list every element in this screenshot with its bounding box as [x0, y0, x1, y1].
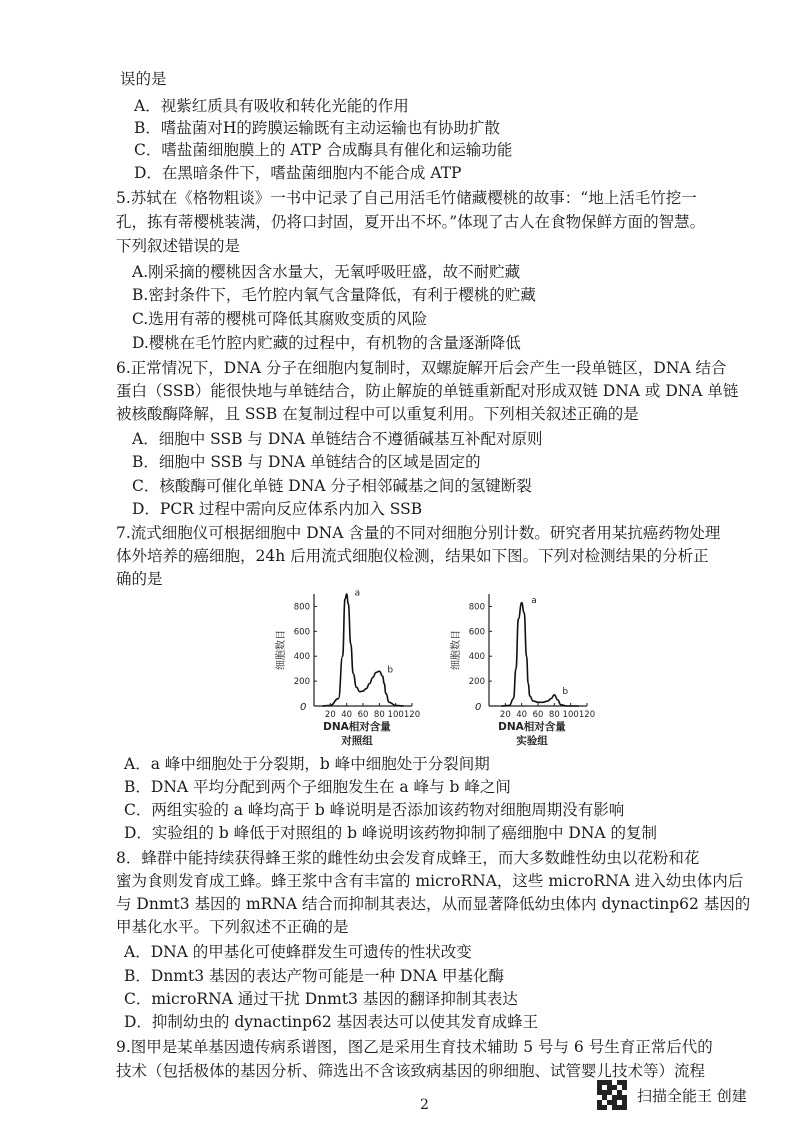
q8-option-c: C．microRNA 通过干扰 Dnmt3 基因的翻译抑制其表达 — [124, 990, 518, 1008]
q8-stem-line2: 蜜为食则发育成工蜂。蜂王浆中含有丰富的 microRNA，这些 microRNA 进入幼虫体内后 — [116, 872, 744, 890]
q8-option-b: B．Dnmt3 基因的表达产物可能是一种 DNA 甲基化酶 — [124, 967, 505, 985]
q8-stem-line1: 8．蜂群中能持续获得蜂王浆的雌性幼虫会发育成蜂王，而大多数雌性幼虫以花粉和花 — [116, 849, 700, 867]
q7-option-c: C．两组实验的 a 峰均高于 b 峰说明是否添加该药物对细胞周期没有影响 — [124, 801, 625, 819]
control-x-tick-label-1: 40 — [341, 710, 353, 720]
experiment-peak-label-a: a — [531, 595, 537, 606]
q7-option-b: B．DNA 平均分配到两个子细胞发生在 a 峰与 b 峰之间 — [124, 778, 511, 796]
chart-control-group — [252, 588, 432, 752]
control-x-tick-label-4: 100 — [387, 710, 404, 720]
control-series-line-0 — [322, 594, 404, 706]
q7-option-d: D．实验组的 b 峰低于对照组的 b 峰说明该药物抑制了癌细胞中 DNA 的复制 — [124, 824, 658, 842]
control-y-tick-label-0: 200 — [293, 677, 310, 688]
q6-stem-line3: 被核酸酶降解，且 SSB 在复制过程中可以重复利用。下列相关叙述正确的是 — [116, 405, 639, 423]
watermark-text: 扫描全能王 创建 — [637, 1086, 747, 1105]
q8-stem-line4: 甲基化水平。下列叙述不正确的是 — [116, 918, 349, 936]
experiment-y-tick-label-1: 400 — [468, 652, 485, 663]
q4-stem-tail: 误的是 — [120, 70, 167, 88]
q6-stem-line1: 6.正常情况下，DNA 分子在细胞内复制时，双螺旋解开后会产生一段单链区，DNA 结合 — [116, 359, 727, 377]
q6-option-d: D．PCR 过程中需向反应体系内加入 SSB — [132, 500, 423, 518]
q6-option-b: B．细胞中 SSB 与 DNA 单链结合的区域是固定的 — [132, 453, 481, 471]
experiment-peak-label-b: b — [562, 686, 569, 697]
control-x-tick-label-2: 60 — [357, 710, 369, 720]
experiment-y-label: 细胞数目 — [451, 630, 462, 670]
experiment-x-tick-label-4: 100 — [562, 710, 579, 720]
experiment-y-tick-label-0: 200 — [468, 677, 485, 688]
experiment-x-tick-label-5: 120 — [578, 710, 596, 720]
q8-option-a: A．DNA 的甲基化可使蜂群发生可遗传的性状改变 — [124, 943, 472, 961]
q6-stem-line2: 蛋白（SSB）能很快地与单链结合，防止解旋的单链重新配对形成双链 DNA 或 DNA 单链 — [116, 382, 739, 400]
control-peak-label-b: b — [387, 665, 394, 676]
q4-option-b: B．嗜盐菌对H的跨膜运输既有主动运输也有协助扩散 — [134, 119, 500, 137]
q5-stem-line1: 5.苏轼在《格物粗谈》一书中记录了自己用活毛竹储藏樱桃的故事：“地上活毛竹挖一 — [116, 189, 697, 207]
q5-stem-line2: 孔，拣有蒂樱桃装满，仍将口封固，夏开出不坏。”体现了古人在食物保鲜方面的智慧。 — [116, 213, 706, 231]
q4-option-c: C．嗜盐菌细胞膜上的 ATP 合成酶具有催化和运输功能 — [134, 141, 513, 159]
experiment-x-tick-label-3: 80 — [548, 710, 560, 720]
experiment-x-tick-label-2: 60 — [532, 710, 544, 720]
q6-option-a: A．细胞中 SSB 与 DNA 单链结合不遵循碱基互补配对原则 — [132, 430, 543, 448]
q7-stem-line2: 体外培养的癌细胞，24h 后用流式细胞仪检测，结果如下图。下列对检测结果的分析正 — [116, 547, 709, 565]
control-peak-label-a: a — [354, 588, 361, 599]
q5-stem-line3: 下列叙述错误的是 — [116, 237, 241, 255]
q5-option-d: D.樱桃在毛竹腔内贮藏的过程中，有机物的含量逐渐降低 — [132, 334, 521, 352]
control-origin-label: 0 — [300, 702, 307, 713]
page-number: 2 — [420, 1097, 429, 1113]
q9-stem-line1: 9.图甲是某单基因遗传病系谱图，图乙是采用生育技术辅助 5 号与 6 号生育正常后代的 — [116, 1038, 713, 1056]
scanner-watermark — [597, 1080, 747, 1110]
experiment-origin-label: 0 — [475, 702, 482, 713]
experiment-y-tick-label-3: 800 — [468, 602, 485, 613]
experiment-x-label: DNA相对含量 — [498, 721, 566, 733]
q5-option-a: A.刚采摘的樱桃因含水量大，无氧呼吸旺盛，故不耐贮藏 — [132, 263, 521, 281]
qr-code-icon — [597, 1080, 627, 1110]
control-y-tick-label-2: 600 — [293, 627, 310, 638]
experiment-x-tick-label-1: 40 — [516, 710, 528, 720]
q4-option-d: D．在黑暗条件下，嗜盐菌细胞内不能合成 ATP — [134, 164, 462, 182]
control-x-tick-label-0: 20 — [324, 710, 336, 720]
q6-option-c: C．核酸酶可催化单链 DNA 分子相邻碱基之间的氢键断裂 — [132, 477, 532, 495]
q8-option-d: D．抑制幼虫的 dynactinp62 基因表达可以使其发育成蜂王 — [124, 1013, 539, 1031]
q8-stem-line3: 与 Dnmt3 基因的 mRNA 结合而抑制其表达，从而显著降低幼虫体内 dynactinp62 基因的 — [116, 895, 751, 913]
q5-option-b: B.密封条件下，毛竹腔内氧气含量降低，有利于樱桃的贮藏 — [132, 286, 536, 304]
q7-stem-line1: 7.流式细胞仪可根据细胞中 DNA 含量的不同对细胞分别计数。研究者用某抗癌药物处理 — [116, 524, 721, 542]
control-x-tick-label-3: 80 — [373, 710, 385, 720]
q5-option-c: C.选用有蒂的樱桃可降低其腐败变质的风险 — [132, 310, 428, 328]
chart-experiment-group — [427, 588, 607, 752]
control-x-label: DNA相对含量 — [323, 721, 391, 733]
experiment-x-tick-label-0: 20 — [499, 710, 511, 720]
control-y-label: 细胞数目 — [276, 630, 287, 670]
experiment-y-tick-label-2: 600 — [468, 627, 485, 638]
q4-option-a: A．视紫红质具有吸收和转化光能的作用 — [134, 97, 409, 115]
control-y-tick-label-1: 400 — [293, 652, 310, 663]
q7-option-a: A．a 峰中细胞处于分裂期，b 峰中细胞处于分裂间期 — [124, 755, 490, 773]
experiment-title: 实验组 — [516, 735, 548, 747]
q9-stem-line2: 技术（包括极体的基因分析、筛选出不含该致病基因的卵细胞、试管婴儿技术等）流程 — [116, 1062, 706, 1080]
control-title: 对照组 — [341, 735, 373, 747]
control-y-tick-label-3: 800 — [293, 602, 310, 613]
control-x-tick-label-5: 120 — [403, 710, 421, 720]
q7-stem-line3: 确的是 — [116, 570, 163, 588]
